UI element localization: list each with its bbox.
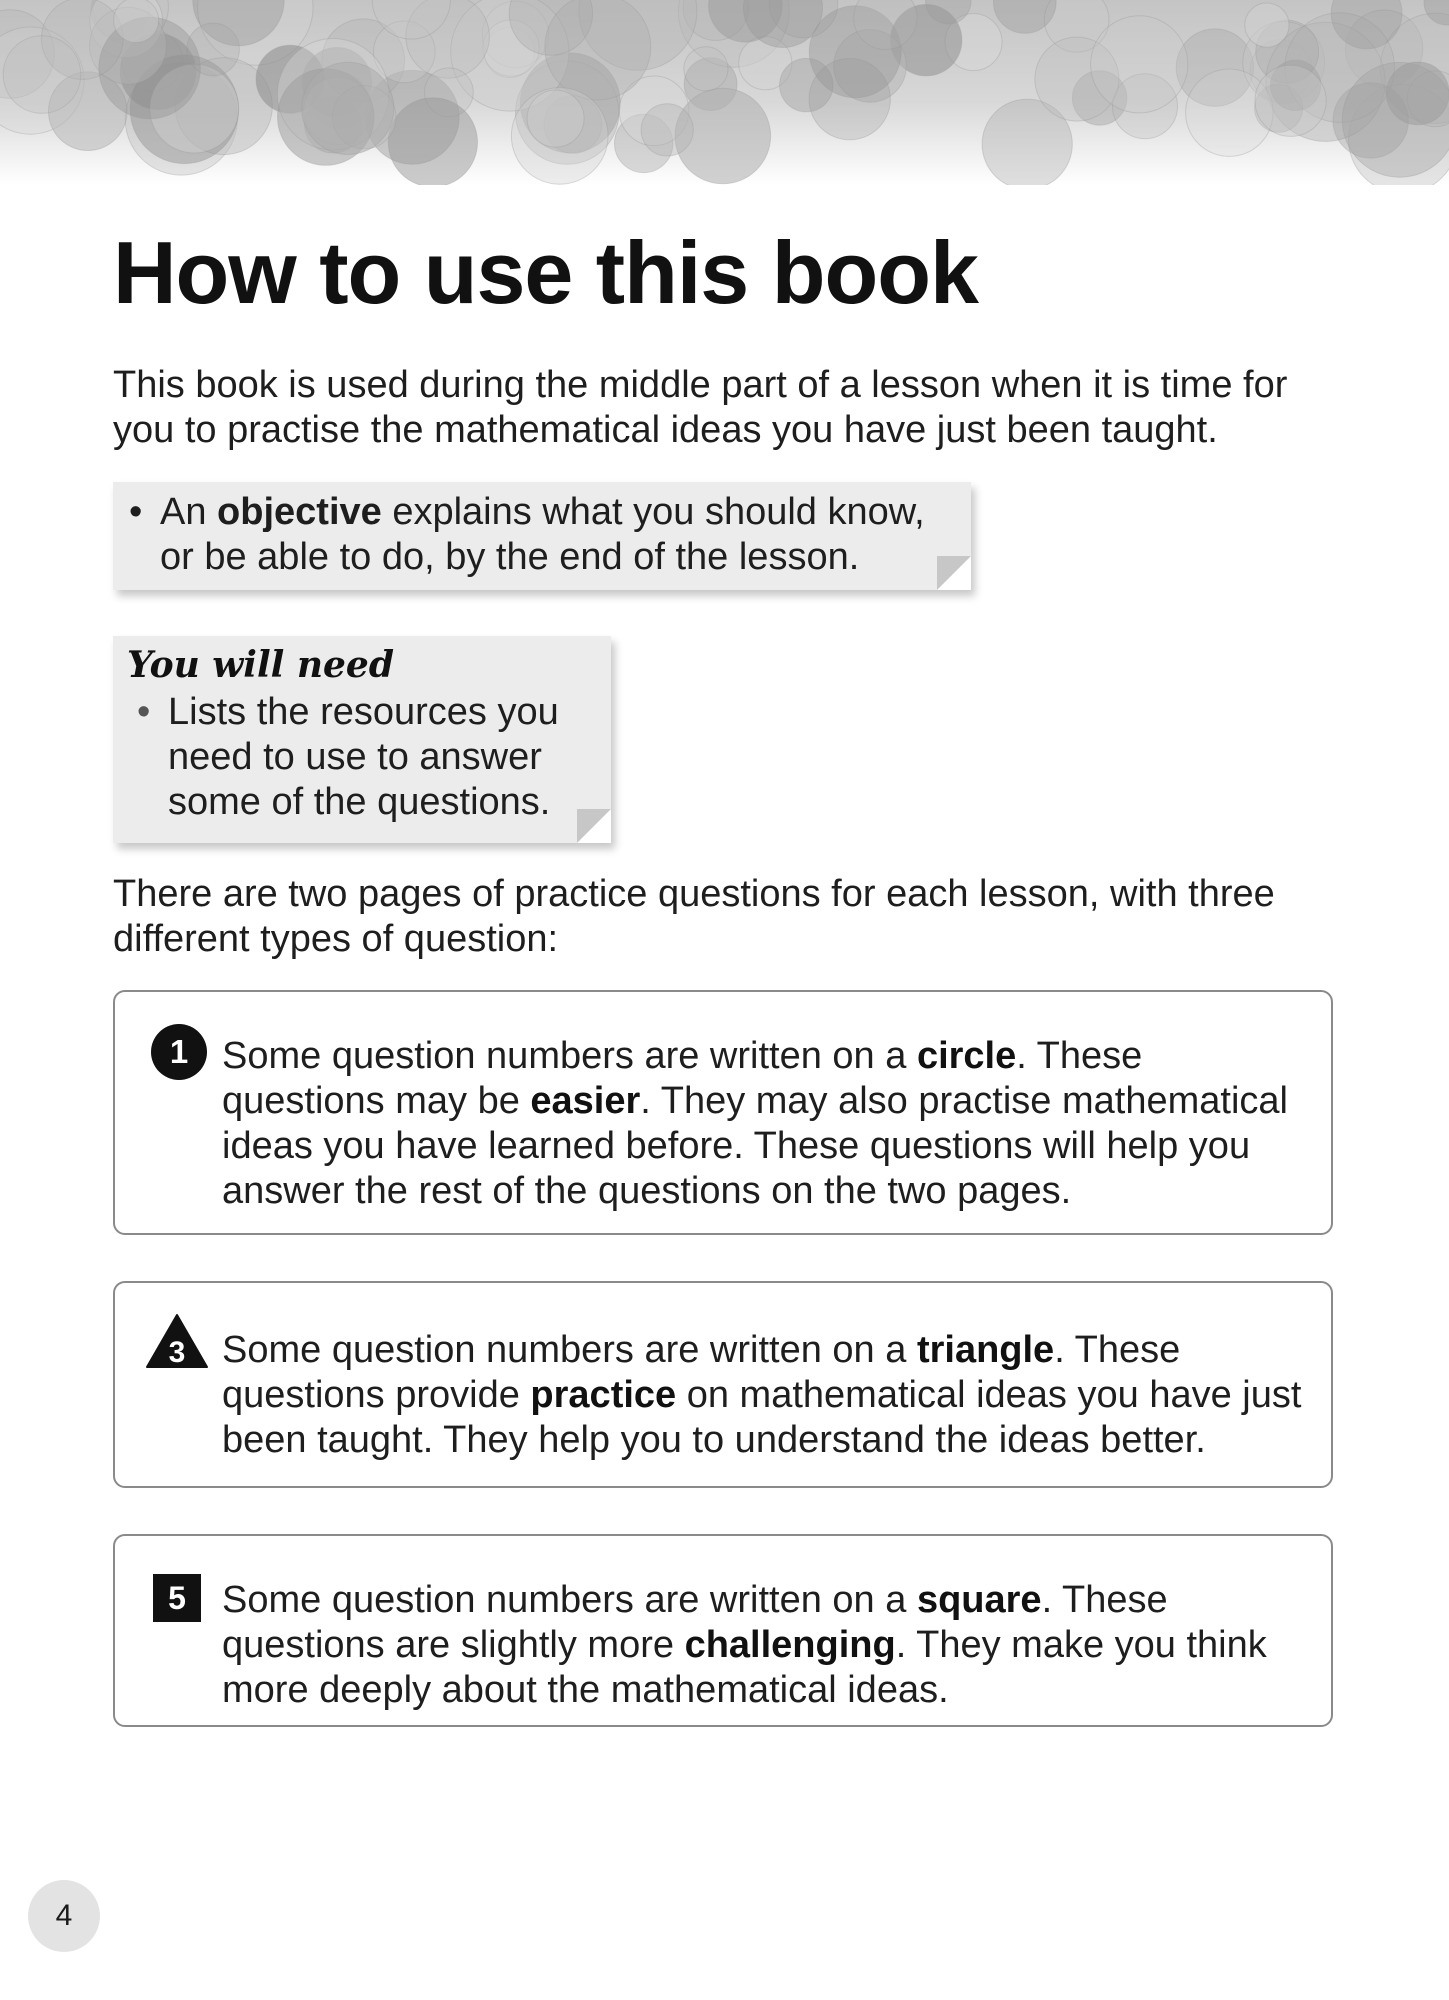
bokeh-circle xyxy=(1091,16,1188,113)
triangle-icon xyxy=(145,1313,209,1369)
qtext-keyword: easier xyxy=(530,1080,641,1122)
qtext-keyword: square xyxy=(916,1579,1042,1621)
objective-line-2: or be able to do, by the end of the lesson. xyxy=(160,536,860,578)
qtext-keyword: circle xyxy=(916,1035,1017,1077)
circle-icon: 1 xyxy=(151,1024,207,1080)
intro-paragraph: This book is used during the middle part of a lesson when it is time for you to practise the mathematical ideas you have just been taught. xyxy=(113,364,1288,451)
qtext-keyword: triangle xyxy=(916,1329,1055,1371)
you-will-need-list xyxy=(137,690,611,825)
square-icon: 5 xyxy=(153,1574,201,1622)
objective-text-b: explains what you should know, xyxy=(381,491,925,533)
question-type-triangle-text xyxy=(222,1328,1311,1463)
qtext-part: . They make you think more deeply about the mathematical ideas. xyxy=(222,1624,1267,1711)
bokeh-circle xyxy=(3,36,81,114)
bokeh-circle xyxy=(1245,3,1289,47)
bullet-icon: • xyxy=(129,491,143,533)
bokeh-circle xyxy=(114,0,159,43)
qtext-part: . These questions are slightly more xyxy=(222,1579,1168,1666)
need-text-1: Lists the resources you xyxy=(168,691,559,733)
header-banner xyxy=(0,0,1449,185)
need-line-2: need to use to answer xyxy=(168,736,542,778)
qtext-keyword: challenging xyxy=(684,1624,896,1666)
qtext-part: . These questions provide xyxy=(222,1329,1181,1416)
objective-text-a: An xyxy=(160,491,218,533)
qtext-keyword: practice xyxy=(530,1374,677,1416)
question-type-square-text xyxy=(222,1578,1311,1713)
triangle-number: 3 xyxy=(168,1336,186,1369)
qtext-part: . These questions may be xyxy=(222,1035,1143,1122)
page-title: How to use this book xyxy=(113,223,978,322)
need-line-1 xyxy=(137,690,611,735)
you-will-need-note xyxy=(113,636,611,843)
page-number: 4 xyxy=(28,1880,100,1952)
question-type-square-box xyxy=(113,1534,1333,1727)
qtext-part: Some question numbers are written on a xyxy=(222,1579,917,1621)
you-will-need-title: You will need xyxy=(127,644,394,686)
objective-note xyxy=(113,482,971,590)
objective-keyword: objective xyxy=(217,491,382,533)
question-type-circle-box xyxy=(113,990,1333,1235)
question-type-triangle-box xyxy=(113,1281,1333,1488)
qtext-part: Some question numbers are written on a xyxy=(222,1329,917,1371)
question-types-intro: There are two pages of practice questions for each lesson, with three different types of question: xyxy=(113,873,1275,960)
qtext-part: on mathematical ideas you have just been taught. They help you to understand the ideas better. xyxy=(222,1374,1302,1461)
bokeh-circle xyxy=(684,47,728,91)
need-line-3: some of the questions. xyxy=(168,781,551,823)
objective-line-1 xyxy=(129,490,971,535)
qtext-part: . They may also practise mathematical ideas you have learned before. These questions will help you answer the rest of the questions on the two pages. xyxy=(222,1080,1288,1212)
question-type-circle-text xyxy=(222,1034,1311,1214)
qtext-part: Some question numbers are written on a xyxy=(222,1035,917,1077)
bullet-icon: • xyxy=(137,691,151,733)
